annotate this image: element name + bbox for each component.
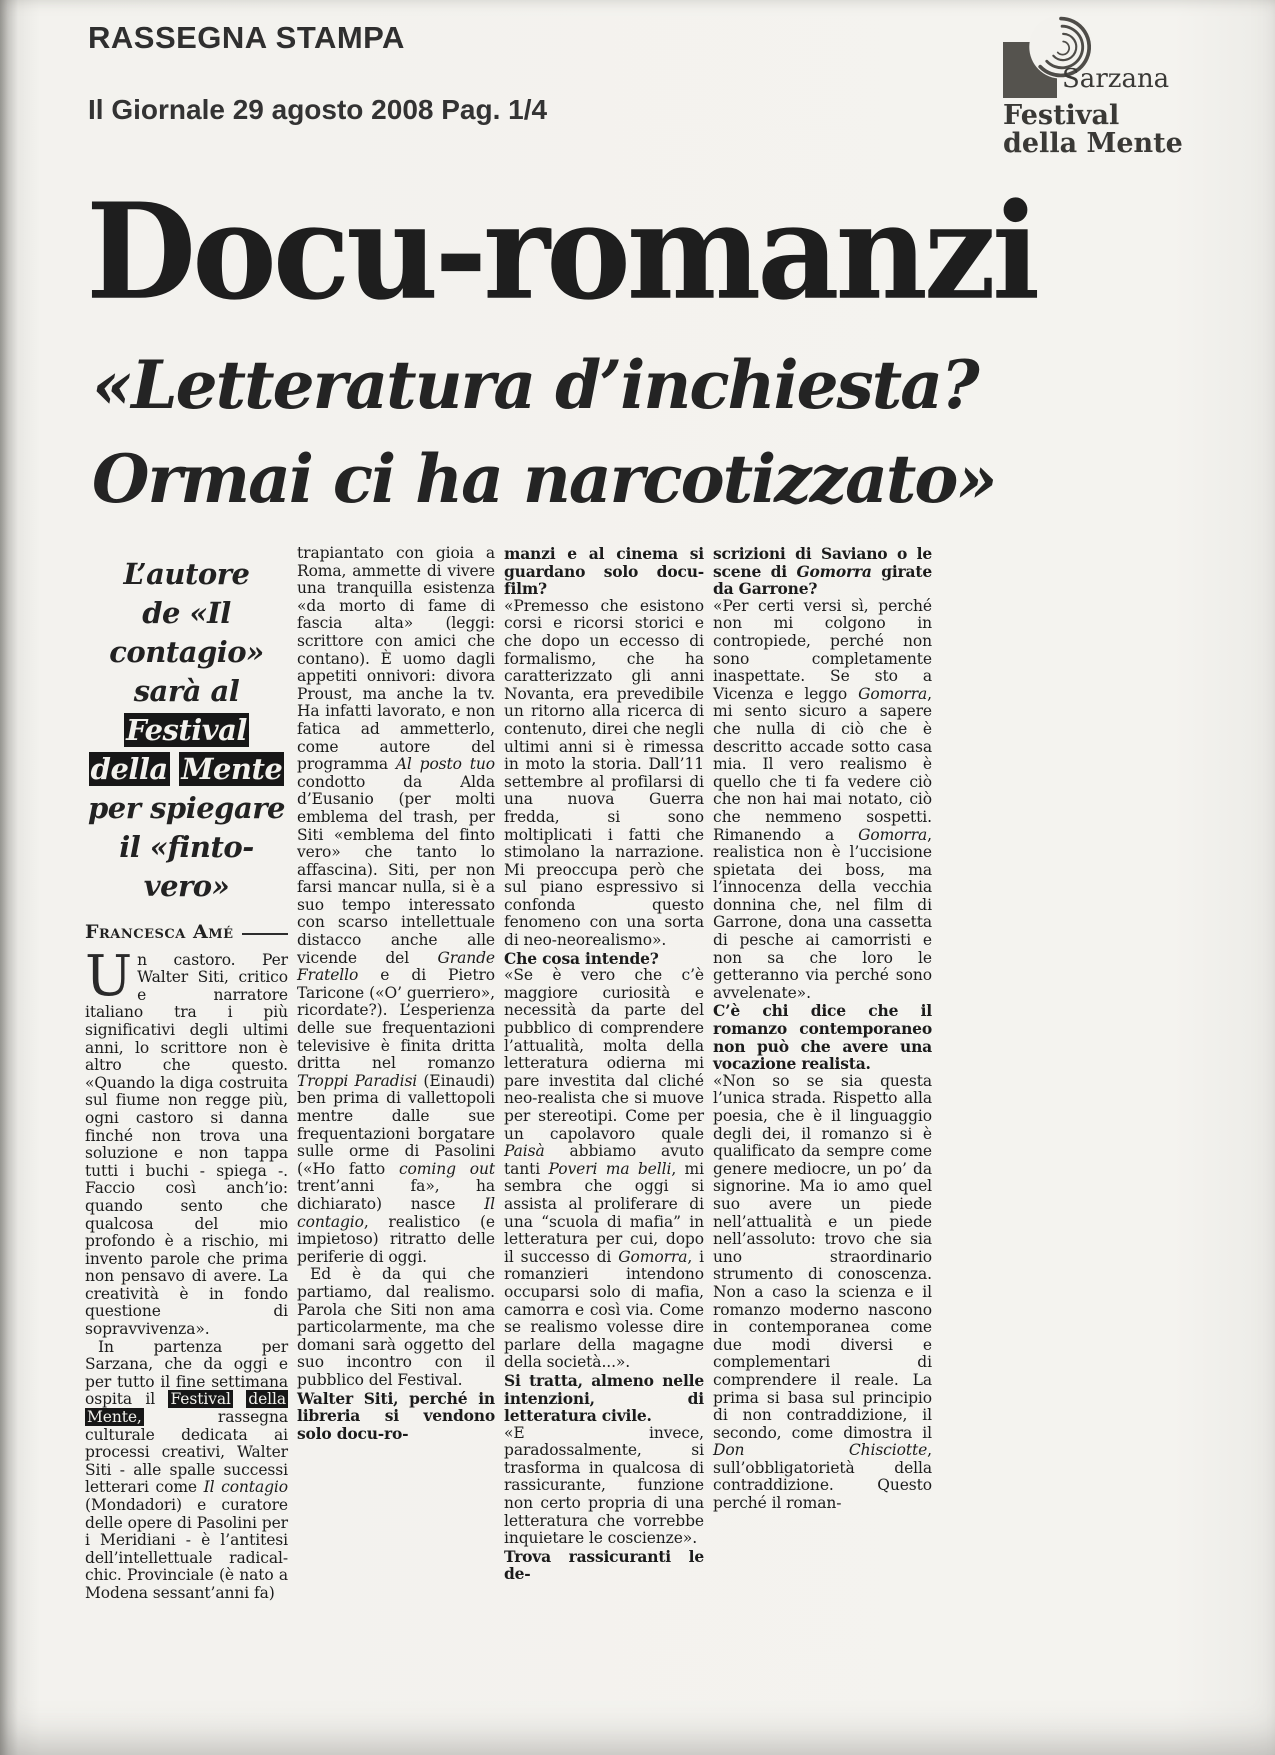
text-segment: per spiegare — [88, 791, 285, 825]
text-segment: Festival — [170, 1390, 231, 1409]
article-column-3 — [504, 545, 704, 1583]
article-body — [85, 545, 935, 1603]
text-segment: Trova rassicuranti le de- — [504, 1546, 704, 1584]
logo-festival-label: Festival — [1003, 100, 1120, 131]
text-segment: Poveri ma belli — [548, 1159, 672, 1178]
body-paragraph — [504, 1425, 704, 1548]
text-segment: «E invece, paradossalmente, si trasforma in qualcosa di rassicurante, funzione non certo propria di una letteratura che vorrebbe inquietare le coscienze». — [504, 1423, 704, 1548]
text-segment: , realistica non è l’uccisione spietata dei boss, ma l’innocenza della vecchia donnina che, nel film di Garrone, dona una cassetta di pesche ai camorristi e non sa che loro le getteranno via perché sono avvelenate». — [713, 825, 932, 1002]
logo-city-label: Sarzana — [1062, 64, 1170, 94]
body-paragraph — [504, 598, 704, 950]
article-subheadline-line2: Ormai ci ha narcotizzato» — [92, 440, 996, 518]
text-segment: «Se è vero che c’è maggiore curiosità e necessità da parte del pubblico di comprendere l’attualità, molta della letteratura odierna mi pare investita dal cliché neo-realista che si muove per stereotipi. Come per un capolavoro quale — [504, 966, 704, 1143]
text-segment: Ed è da qui che partiamo, dal realismo. Parola che Siti non ama particolarmente, ma che domani sarà oggetto del suo incontro con il pubblico del Festival. — [297, 1265, 495, 1389]
text-segment: , mi sento sicuro a sapere che nulla di ciò che è descritto accade sotto casa mia. Il vero realismo è quello che ti fa vedere ciò che non hai mai notato, ciò che nemmeno sospetti. Rimanendo a — [713, 684, 932, 844]
standfirst — [85, 545, 288, 912]
question-paragraph — [504, 1548, 704, 1583]
text-segment: Troppi Paradisi — [297, 1071, 418, 1090]
text-segment: Gomorra — [618, 1247, 688, 1266]
standfirst-line — [87, 672, 286, 750]
article-column-2 — [297, 545, 495, 1442]
standfirst-line — [87, 750, 286, 789]
text-segment: «Non so se sia questa l’unica strada. Rispetto alla poesia, che è il linguaggio degli dei, il romanzo si è qualificato da sempre come genere mediocre, un po’ da signorine. Ma io amo quel suo avere un piede nell’attualità e un piede nell’assoluto: trovo che sia uno straordinario strumento di conoscenza. Non a caso la scienza e il romanzo moderno nascono in contemporanea come due modi diversi e complementari di comprendere il reale. La prima si basa sul principio di non contraddizione, il secondo, come dimostra il — [713, 1071, 932, 1442]
question-paragraph — [713, 1002, 932, 1072]
text-segment: rassegna culturale dedicata ai processi creativi, Walter Siti - alle spalle successi letterari come — [85, 1408, 288, 1497]
text-segment: trapiantato con gioia a Roma, ammette di vivere una tranquilla esistenza «da morto di fame di fascia alta» (leggi: scrittore con amici che contano). È uomo dagli appetiti onnivori: divora Proust, ma anche la tv. Ha infatti lavorato, e non fatica ad ammetterlo, come autore del programma — [297, 544, 495, 774]
text-segment: girate da Garrone? — [713, 561, 932, 599]
text-segment: condotto da Alda d’Eusanio (per molti emblema del trash, per Siti «emblema del finto vero» che tanto lo affascina). Siti, per non farsi mancar nulla, si è a suo tempo interessato con scarso intellettuale distacco anche alle vicende del — [297, 772, 495, 967]
text-segment: Grande Fratello — [297, 948, 495, 985]
text-segment: trent’anni fa», ha dichiarato) nasce — [297, 1177, 495, 1213]
text-segment: della — [248, 1390, 287, 1409]
text-segment: Si tratta, almeno nelle intenzioni, di letteratura civile. — [504, 1370, 704, 1426]
text-segment: Gomorra — [858, 684, 928, 703]
text-segment: Walter Siti, perché in libreria si vendono solo docu-ro- — [297, 1388, 495, 1443]
body-paragraph — [85, 943, 288, 1339]
question-paragraph — [504, 1372, 704, 1425]
text-segment: n castoro. Per Walter Siti, critico e narratore italiano tra i più significativi degli ultimi anni, lo scrittore non è altro che questo. «Quando la diga costruita sul fiume non regge più, ogni castoro si danna finché non trova una soluzione e non tappa tutti i buchi - spiega -. Faccio così anch’io: quando sento che qualcosa del mio profondo è a rischio, mi invento parole che prima non pensavo di avere. La creatività è in fondo questione di sopravvivenza». — [85, 950, 288, 1339]
standfirst-line — [87, 555, 286, 594]
text-segment: Che cosa intende? — [504, 948, 659, 968]
text-segment: Gomorra — [796, 561, 872, 581]
body-paragraph — [85, 1339, 288, 1603]
byline — [85, 921, 288, 943]
text-segment: L’autore — [123, 557, 250, 591]
text-segment: Gomorra — [858, 825, 928, 844]
text-segment: «Per certi versi sì, perché non mi colgono in contropiede, perché non sono completamente inaspettate. Se sto a Vicenza e leggo — [713, 596, 932, 703]
article-headline: Docu-romanzi — [86, 174, 1037, 329]
text-segment: Paisà — [504, 1142, 545, 1161]
text-segment: il «finto-vero» — [119, 830, 254, 903]
text-segment — [170, 752, 180, 786]
text-segment: scrizioni di Saviano o le scene di — [713, 544, 932, 581]
festival-della-mente-logo — [1000, 28, 1250, 158]
body-paragraph — [297, 1266, 495, 1389]
question-paragraph — [297, 1390, 495, 1443]
body-paragraph — [713, 598, 932, 1003]
body-paragraph — [713, 1073, 932, 1513]
text-segment: (Mondadori) e curatore delle opere di Pasolini per i Meridiani - è l’antitesi dell’intellettuale radical-chic. Provinciale (è nato a Modena sessant’anni fa) — [85, 1496, 288, 1602]
text-segment: manzi e al cinema si guardano solo docu-film? — [504, 544, 704, 599]
text-segment: Il contagio — [203, 1478, 288, 1497]
article-column-1 — [85, 545, 288, 1603]
byline-author-name: Francesca Amé — [85, 921, 234, 943]
text-segment: Don Chisciotte — [713, 1441, 928, 1460]
standfirst-line — [87, 828, 286, 906]
standfirst-line — [87, 594, 286, 672]
body-paragraph — [504, 967, 704, 1372]
text-segment: In partenza per Sarzana, che da oggi e per tutto il fine settimana ospita il — [85, 1337, 288, 1409]
text-segment: , i romanzieri intendono occuparsi solo di mafia, camorra e così via. Come se realismo volesse dire parlare della magagne della società...». — [504, 1247, 704, 1372]
text-segment: C’è chi dice che il romanzo contemporaneo non può che avere una vocazione realista. — [713, 1001, 932, 1074]
text-segment: abbiamo avuto tanti — [504, 1142, 704, 1178]
text-segment: della — [90, 752, 168, 786]
text-segment: Mente, — [87, 1408, 142, 1427]
text-segment: e di Pietro Taricone («O’ guerriero», ricordate?). L’esperienza delle sue frequentazioni televisive è finita dritta dritta nel romanzo — [297, 966, 495, 1073]
standfirst-line — [87, 789, 286, 828]
text-segment: , sull’obbligatorietà della contraddizione. Questo perché il roman- — [713, 1441, 932, 1513]
text-segment: Il contagio — [297, 1194, 495, 1231]
drop-cap: U — [85, 943, 133, 1009]
text-segment: Al posto tuo — [395, 755, 495, 774]
text-segment: sarà al — [133, 674, 240, 708]
question-paragraph — [713, 545, 932, 598]
text-segment: de «Il contagio» — [109, 596, 264, 669]
press-review-kicker: RASSEGNA STAMPA — [88, 20, 405, 55]
text-segment: Mente — [181, 752, 283, 786]
text-segment — [233, 1390, 246, 1408]
question-paragraph — [504, 950, 704, 968]
question-paragraph — [504, 545, 704, 598]
body-paragraph — [297, 545, 495, 1266]
text-segment: (Einaudi) ben prima di vallettopoli mentre dalle sue frequentazioni borgatare sulle orme di Pasolini («Ho fatto — [297, 1071, 495, 1178]
text-segment: «Premesso che esistono corsi e ricorsi storici e che dopo un eccesso di formalismo, che ha caratterizzato gli anni Novanta, era prevedibile un ritorno alla ricerca di contenuto, direi che negli ultimi anni si è rimessa in moto la storia. Dall’11 settembre al profilarsi di una nuova Guerra fredda, si sono moltiplicati i fatti che stimolano la narrazione. Mi preoccupa però che sul piano espressivo si confonda questo fenomeno con una sorta di neo-neorealismo». — [504, 596, 704, 950]
byline-rule — [242, 933, 289, 935]
text-segment: , mi sembra che oggi si assista al proliferare di una “scuola di mafia” in letteratura per cui, dopo il successo di — [504, 1159, 705, 1266]
article-column-4 — [713, 545, 932, 1513]
source-date-page-line: Il Giornale 29 agosto 2008 Pag. 1/4 — [88, 94, 548, 125]
text-segment: , realistico (e impietoso) ritratto delle periferie di oggi. — [297, 1212, 495, 1266]
text-segment: Festival — [126, 713, 247, 747]
article-subheadline-line1: «Letteratura d’inchiesta? — [92, 346, 978, 424]
text-segment: coming out — [398, 1159, 495, 1178]
logo-della-mente-label: della Mente — [1003, 128, 1183, 159]
